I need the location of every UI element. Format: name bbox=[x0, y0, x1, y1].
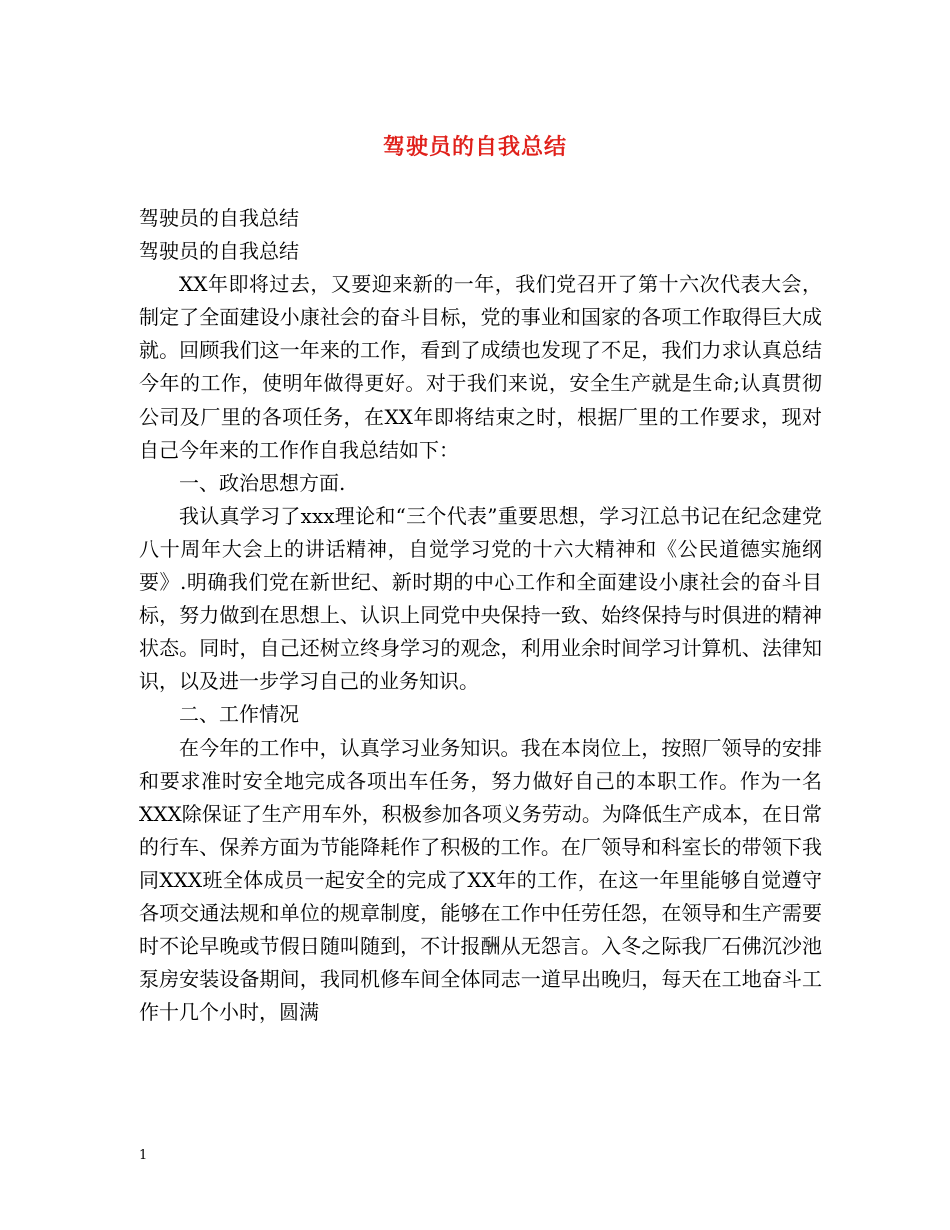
section-heading-political: 一、政治思想方面. bbox=[179, 470, 346, 495]
paragraph-political: 我认真学习了xxx理论和“三个代表”重要思想，学习江总书记在纪念建党八十周年大会上的讲话精神，自觉学习党的十六大精神和《公民道德实施纲要》.明确我们党在新世纪、新时期的中心工作和全面建设小康社会的奋斗目标，努力做到在思想上、认识上同党中央保持一致、始终保持与时俱进的精神状态。同时，自己还树立终身学习的观念，利用业余时间学习计算机、法律知识，以及进一步学习自己的业务知识。 bbox=[139, 503, 822, 694]
paragraph-work: 在今年的工作中，认真学习业务知识。我在本岗位上，按照厂领导的安排和要求准时安全地完成各项出车任务，努力做好自己的本职工作。作为一名XXX除保证了生产用车外，积极参加各项义务劳动。为降低生产成本，在日常的行车、保养方面为节能降耗作了积极的工作。在厂领导和科室长的带领下我同XXX班全体成员一起安全的完成了XX年的工作，在这一年里能够自觉遵守各项交通法规和单位的规章制度，能够在工作中任劳任怨，在领导和生产需要时不论早晚或节假日随叫随到，不计报酬从无怨言。入冬之际我厂石佛沉沙池泵房安装设备期间，我同机修车间全体同志一道早出晚归，每天在工地奋斗工作十几个小时，圆满 bbox=[139, 735, 822, 1025]
subtitle-line: 驾驶员的自我总结 bbox=[139, 239, 299, 264]
subtitle-line: 驾驶员的自我总结 bbox=[139, 206, 299, 230]
section-heading-work: 二、工作情况 bbox=[179, 702, 299, 727]
document-title: 驾驶员的自我总结 bbox=[382, 135, 567, 160]
page-number: 1 bbox=[139, 1148, 148, 1163]
paragraph-intro: XX年即将过去，又要迎来新的一年，我们党召开了第十六次代表大会，制定了全面建设小康社会的奋斗目标，党的事业和国家的各项工作取得巨大成就。回顾我们这一年来的工作，看到了成绩也发现了不足，我们力求认真总结今年的工作，使明年做得更好。对于我们来说，安全生产就是生命;认真贯彻公司及厂里的各项任务，在XX年即将结束之时，根据厂里的工作要求，现对自己今年来的工作作自我总结如下： bbox=[139, 272, 822, 462]
document-body bbox=[139, 202, 822, 1029]
